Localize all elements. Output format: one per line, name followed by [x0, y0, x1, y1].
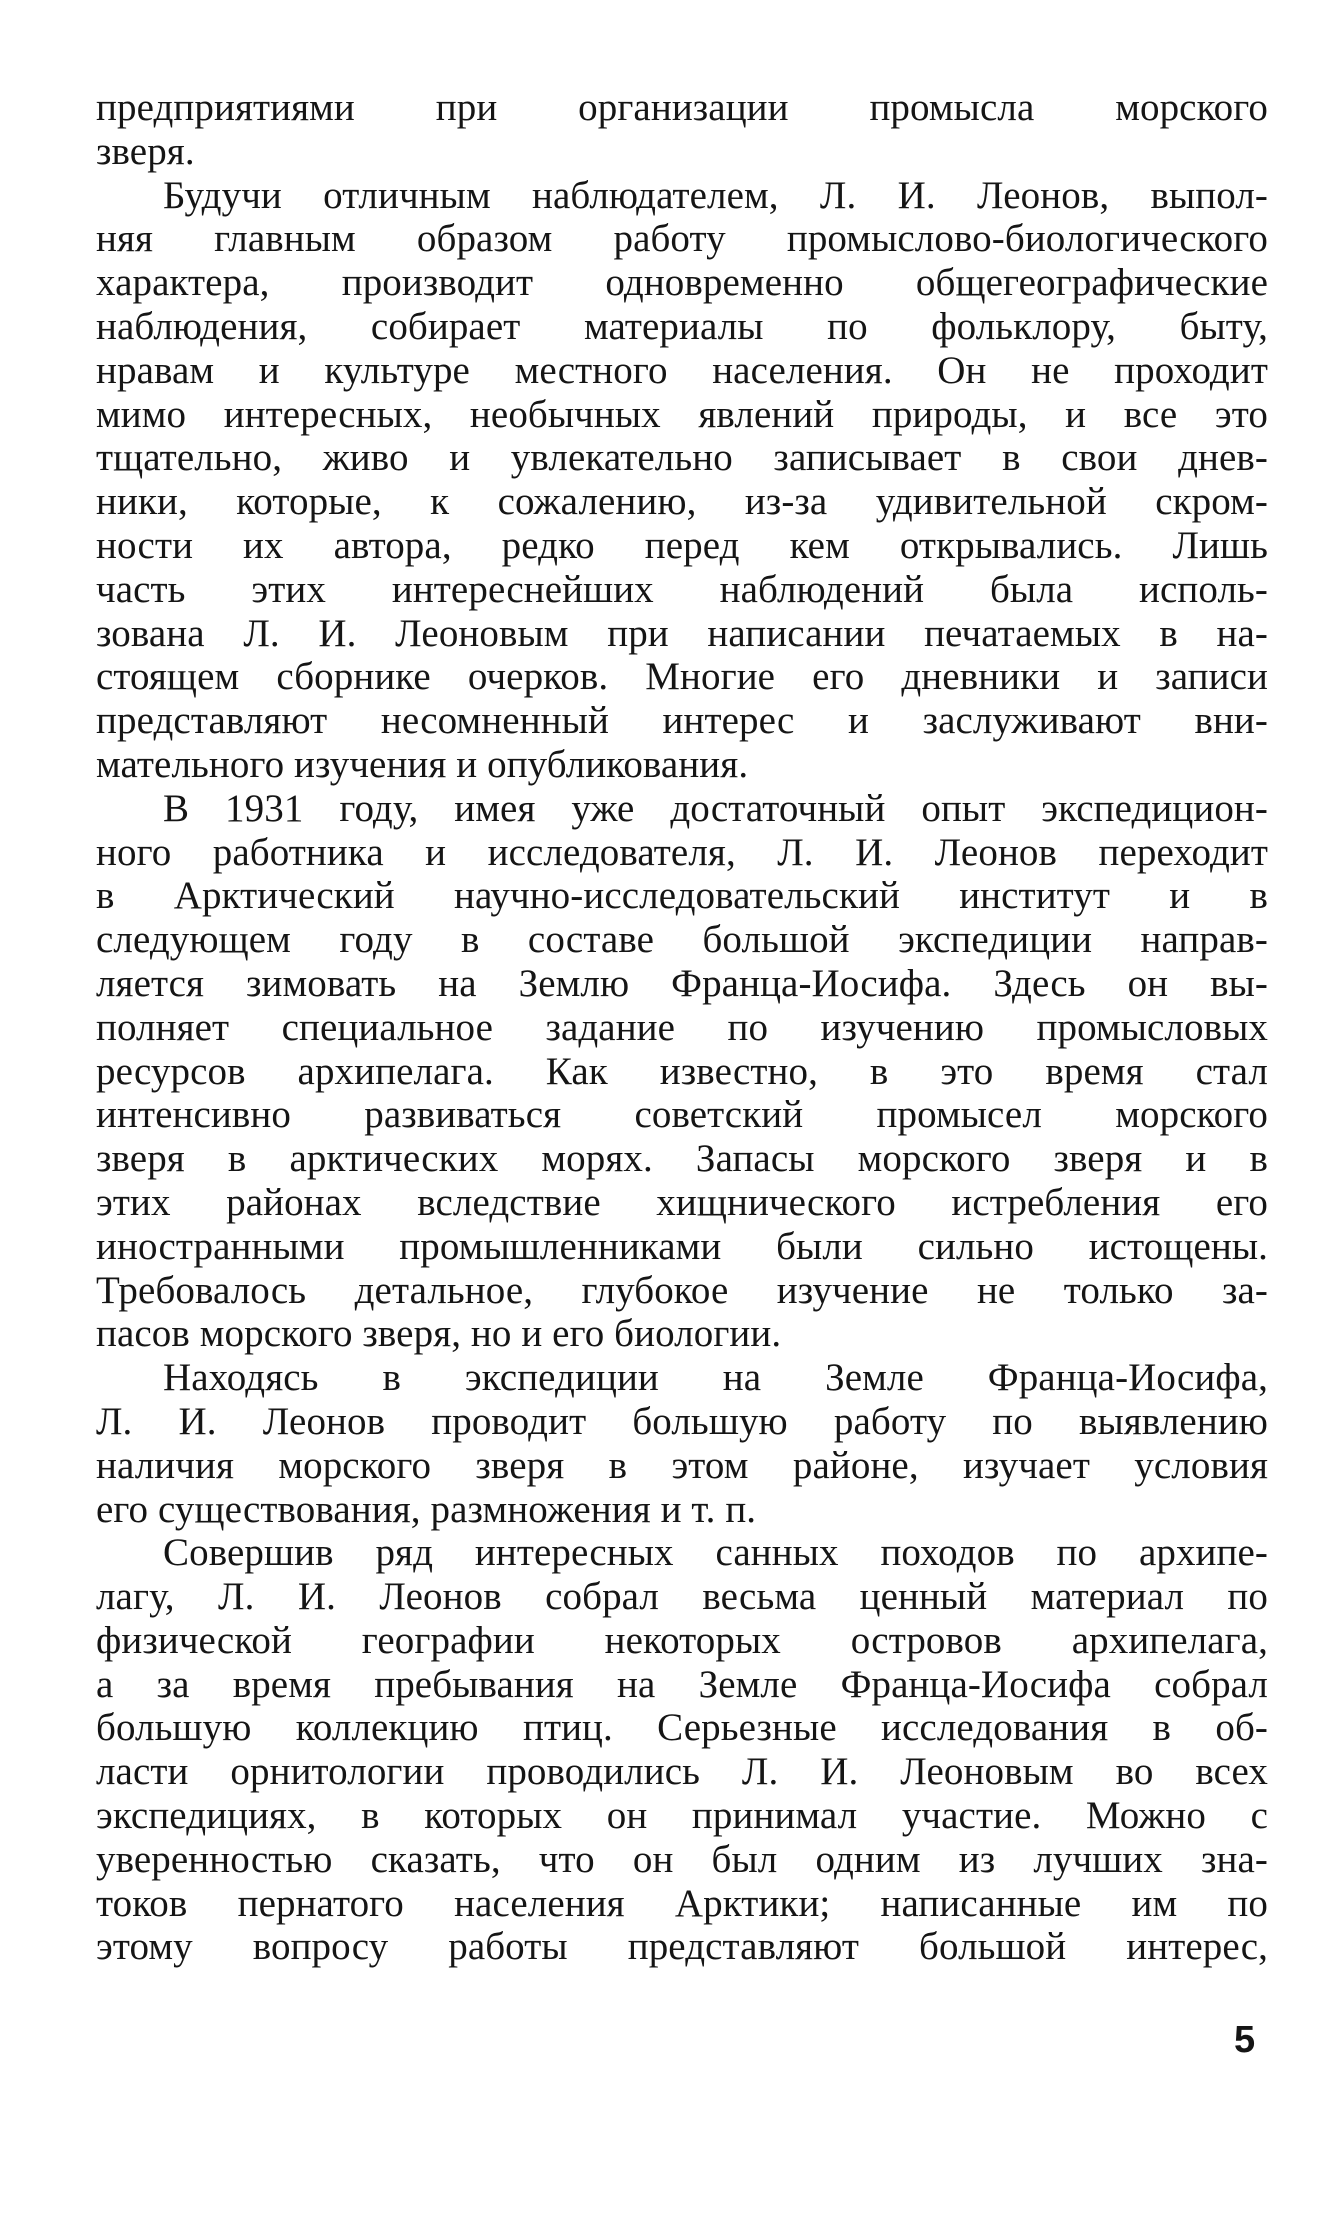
text-line: лагу, Л. И. Леонов собрал весьма ценный материал по	[96, 1575, 1268, 1619]
paragraph-continuation	[96, 86, 1268, 174]
text-line: а за время пребывания на Земле Франца-Иосифа собрал	[96, 1662, 1268, 1706]
text-line: этих районах вследствие хищнического истребления его	[96, 1180, 1268, 1224]
text-line: тщательно, живо и увлекательно записывает в свои днев-	[96, 436, 1268, 480]
text-line: физической географии некоторых островов архипелага,	[96, 1618, 1268, 1662]
text-line: Будучи отличным наблюдателем, Л. И. Леонов, выпол-	[163, 173, 1268, 217]
text-line: пасов морского зверя, но и его биологии.	[96, 1312, 782, 1356]
page-number: 5	[1234, 2019, 1256, 2061]
text-line: иностранными промышленниками были сильно истощены.	[96, 1224, 1268, 1268]
text-line: В 1931 году, имея уже достаточный опыт экспедицион-	[163, 786, 1268, 830]
text-line: интенсивно развиваться советский промысел морского	[96, 1093, 1268, 1137]
text-line: представляют несомненный интерес и заслуживают вни-	[96, 699, 1268, 743]
page-body-text	[96, 86, 1268, 1969]
text-line: ресурсов архипелага. Как известно, в это время стал	[96, 1049, 1268, 1093]
paragraph-sled-trips	[96, 1531, 1268, 1969]
paragraph-observer	[96, 174, 1268, 787]
text-line: характера, производит одновременно общегеографические	[96, 261, 1268, 305]
text-line: часть этих интереснейших наблюдений была исполь-	[96, 567, 1268, 611]
text-line: зверя в арктических морях. Запасы морского зверя и в	[96, 1137, 1268, 1181]
text-line: зверя.	[96, 129, 195, 173]
text-line: предприятиями при организации промысла морского	[96, 86, 1268, 129]
text-line: зована Л. И. Леоновым при написании печатаемых в на-	[96, 611, 1268, 655]
text-line: Требовалось детальное, глубокое изучение не только за-	[96, 1268, 1268, 1312]
text-line: следующем году в составе большой экспедиции направ-	[96, 918, 1268, 962]
text-line: этому вопросу работы представляют большой интерес,	[96, 1925, 1268, 1969]
text-line: нравам и культуре местного населения. Он не проходит	[96, 348, 1268, 392]
text-line: мимо интересных, необычных явлений природы, и все это	[96, 392, 1268, 436]
text-line: Л. И. Леонов проводит большую работу по выявлению	[96, 1399, 1268, 1443]
text-line: ласти орнитологии проводились Л. И. Леоновым во всех	[96, 1750, 1268, 1794]
text-line: его существования, размножения и т. п.	[96, 1487, 757, 1531]
text-line: токов пернатого населения Арктики; написанные им по	[96, 1881, 1268, 1925]
text-line: наблюдения, собирает материалы по фольклору, быту,	[96, 304, 1268, 348]
text-line: полняет специальное задание по изучению промысловых	[96, 1005, 1268, 1049]
text-line: большую коллекцию птиц. Серьезные исследования в об-	[96, 1706, 1268, 1750]
text-line: наличия морского зверя в этом районе, изучает условия	[96, 1443, 1268, 1487]
text-line: мательного изучения и опубликования.	[96, 742, 749, 786]
text-line: уверенностью сказать, что он был одним из лучших зна-	[96, 1837, 1268, 1881]
text-line: ники, которые, к сожалению, из-за удивительной скром-	[96, 480, 1268, 524]
text-line: Находясь в экспедиции на Земле Франца-Иосифа,	[163, 1356, 1268, 1400]
paragraph-expedition	[96, 1356, 1268, 1531]
text-line: ляется зимовать на Землю Франца-Иосифа. Здесь он вы-	[96, 961, 1268, 1005]
text-line: в Арктический научно-исследовательский институт и в	[96, 874, 1268, 918]
text-line: Совершив ряд интересных санных походов по архипе-	[163, 1531, 1268, 1575]
text-line: ного работника и исследователя, Л. И. Леонов переходит	[96, 830, 1268, 874]
paragraph-1931	[96, 787, 1268, 1356]
text-line: няя главным образом работу промыслово-биологического	[96, 217, 1268, 261]
text-line: экспедициях, в которых он принимал участие. Можно с	[96, 1794, 1268, 1838]
text-line: стоящем сборнике очерков. Многие его дневники и записи	[96, 655, 1268, 699]
text-line: ности их автора, редко перед кем открывались. Лишь	[96, 523, 1268, 567]
